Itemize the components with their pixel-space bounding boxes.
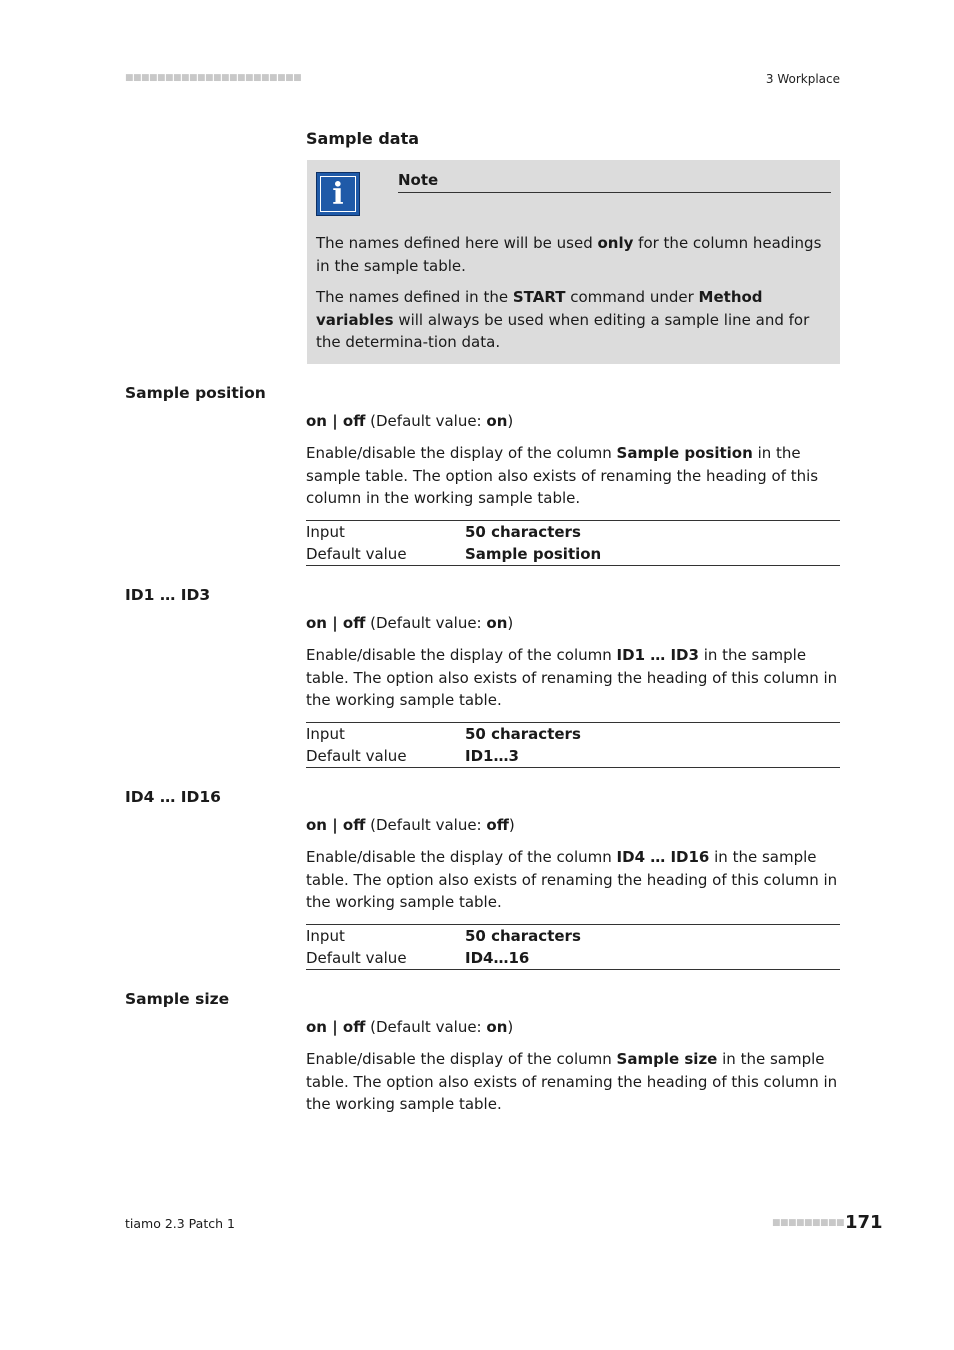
param-values-id4-id16: on | off (Default value: off) <box>306 816 515 834</box>
table-row: Input 50 characters <box>306 927 581 945</box>
table-row: Input 50 characters <box>306 725 581 743</box>
param-label-sample-position: Sample position <box>125 384 266 402</box>
param-desc-sample-position: Enable/disable the display of the column Sample position in the sample table. The option also exists of renaming the heading of this column in the working sample table. <box>306 444 819 507</box>
param-table-id4-id16 <box>306 924 840 970</box>
note-title: Note <box>398 171 439 189</box>
param-label-sample-size: Sample size <box>125 990 230 1008</box>
param-desc-sample-size: Enable/disable the display of the column Sample size in the sample table. The option also exists of renaming the heading of this column in the working sample table. <box>306 1050 838 1113</box>
table-row: Input 50 characters <box>306 523 581 541</box>
param-table-sample-position <box>306 520 840 566</box>
table-row: Default value ID1…3 <box>306 747 519 765</box>
footer-product: tiamo 2.3 Patch 1 <box>125 1216 235 1231</box>
note-paragraph-1: The names defined here will be used only for the column headings in the sample table. <box>316 234 822 275</box>
header-section: 3 Workplace <box>765 72 840 86</box>
table-row: Default value Sample position <box>306 545 602 563</box>
note-box <box>307 160 840 364</box>
table-row: Default value ID4…16 <box>306 949 530 967</box>
note-divider <box>398 192 831 193</box>
info-icon: i <box>316 172 360 216</box>
param-desc-id4-id16: Enable/disable the display of the column ID4 … ID16 in the sample table. The option also exists of renaming the heading of this column in the working sample table. <box>306 848 838 911</box>
param-values-sample-position: on | off (Default value: on) <box>306 412 514 430</box>
param-table-id1-id3 <box>306 722 840 768</box>
param-label-id1-id3: ID1 … ID3 <box>125 586 211 604</box>
header-decoration: ■■■■■■■■■■■■■■■■■■■■■■ <box>125 73 302 83</box>
param-values-sample-size: on | off (Default value: on) <box>306 1018 514 1036</box>
param-values-id1-id3: on | off (Default value: on) <box>306 614 514 632</box>
section-title-sample-data: Sample data <box>306 129 420 148</box>
page-number: 171 <box>845 1212 883 1233</box>
footer-decoration: ■■■■■■■■■ <box>772 1218 845 1228</box>
param-label-id4-id16: ID4 … ID16 <box>125 788 221 806</box>
note-paragraph-2: The names defined in the START command under Method variables will always be used when editing a sample line and for the determina-tion data. <box>316 288 810 351</box>
param-desc-id1-id3: Enable/disable the display of the column ID1 … ID3 in the sample table. The option also exists of renaming the heading of this column in the working sample table. <box>306 646 838 709</box>
